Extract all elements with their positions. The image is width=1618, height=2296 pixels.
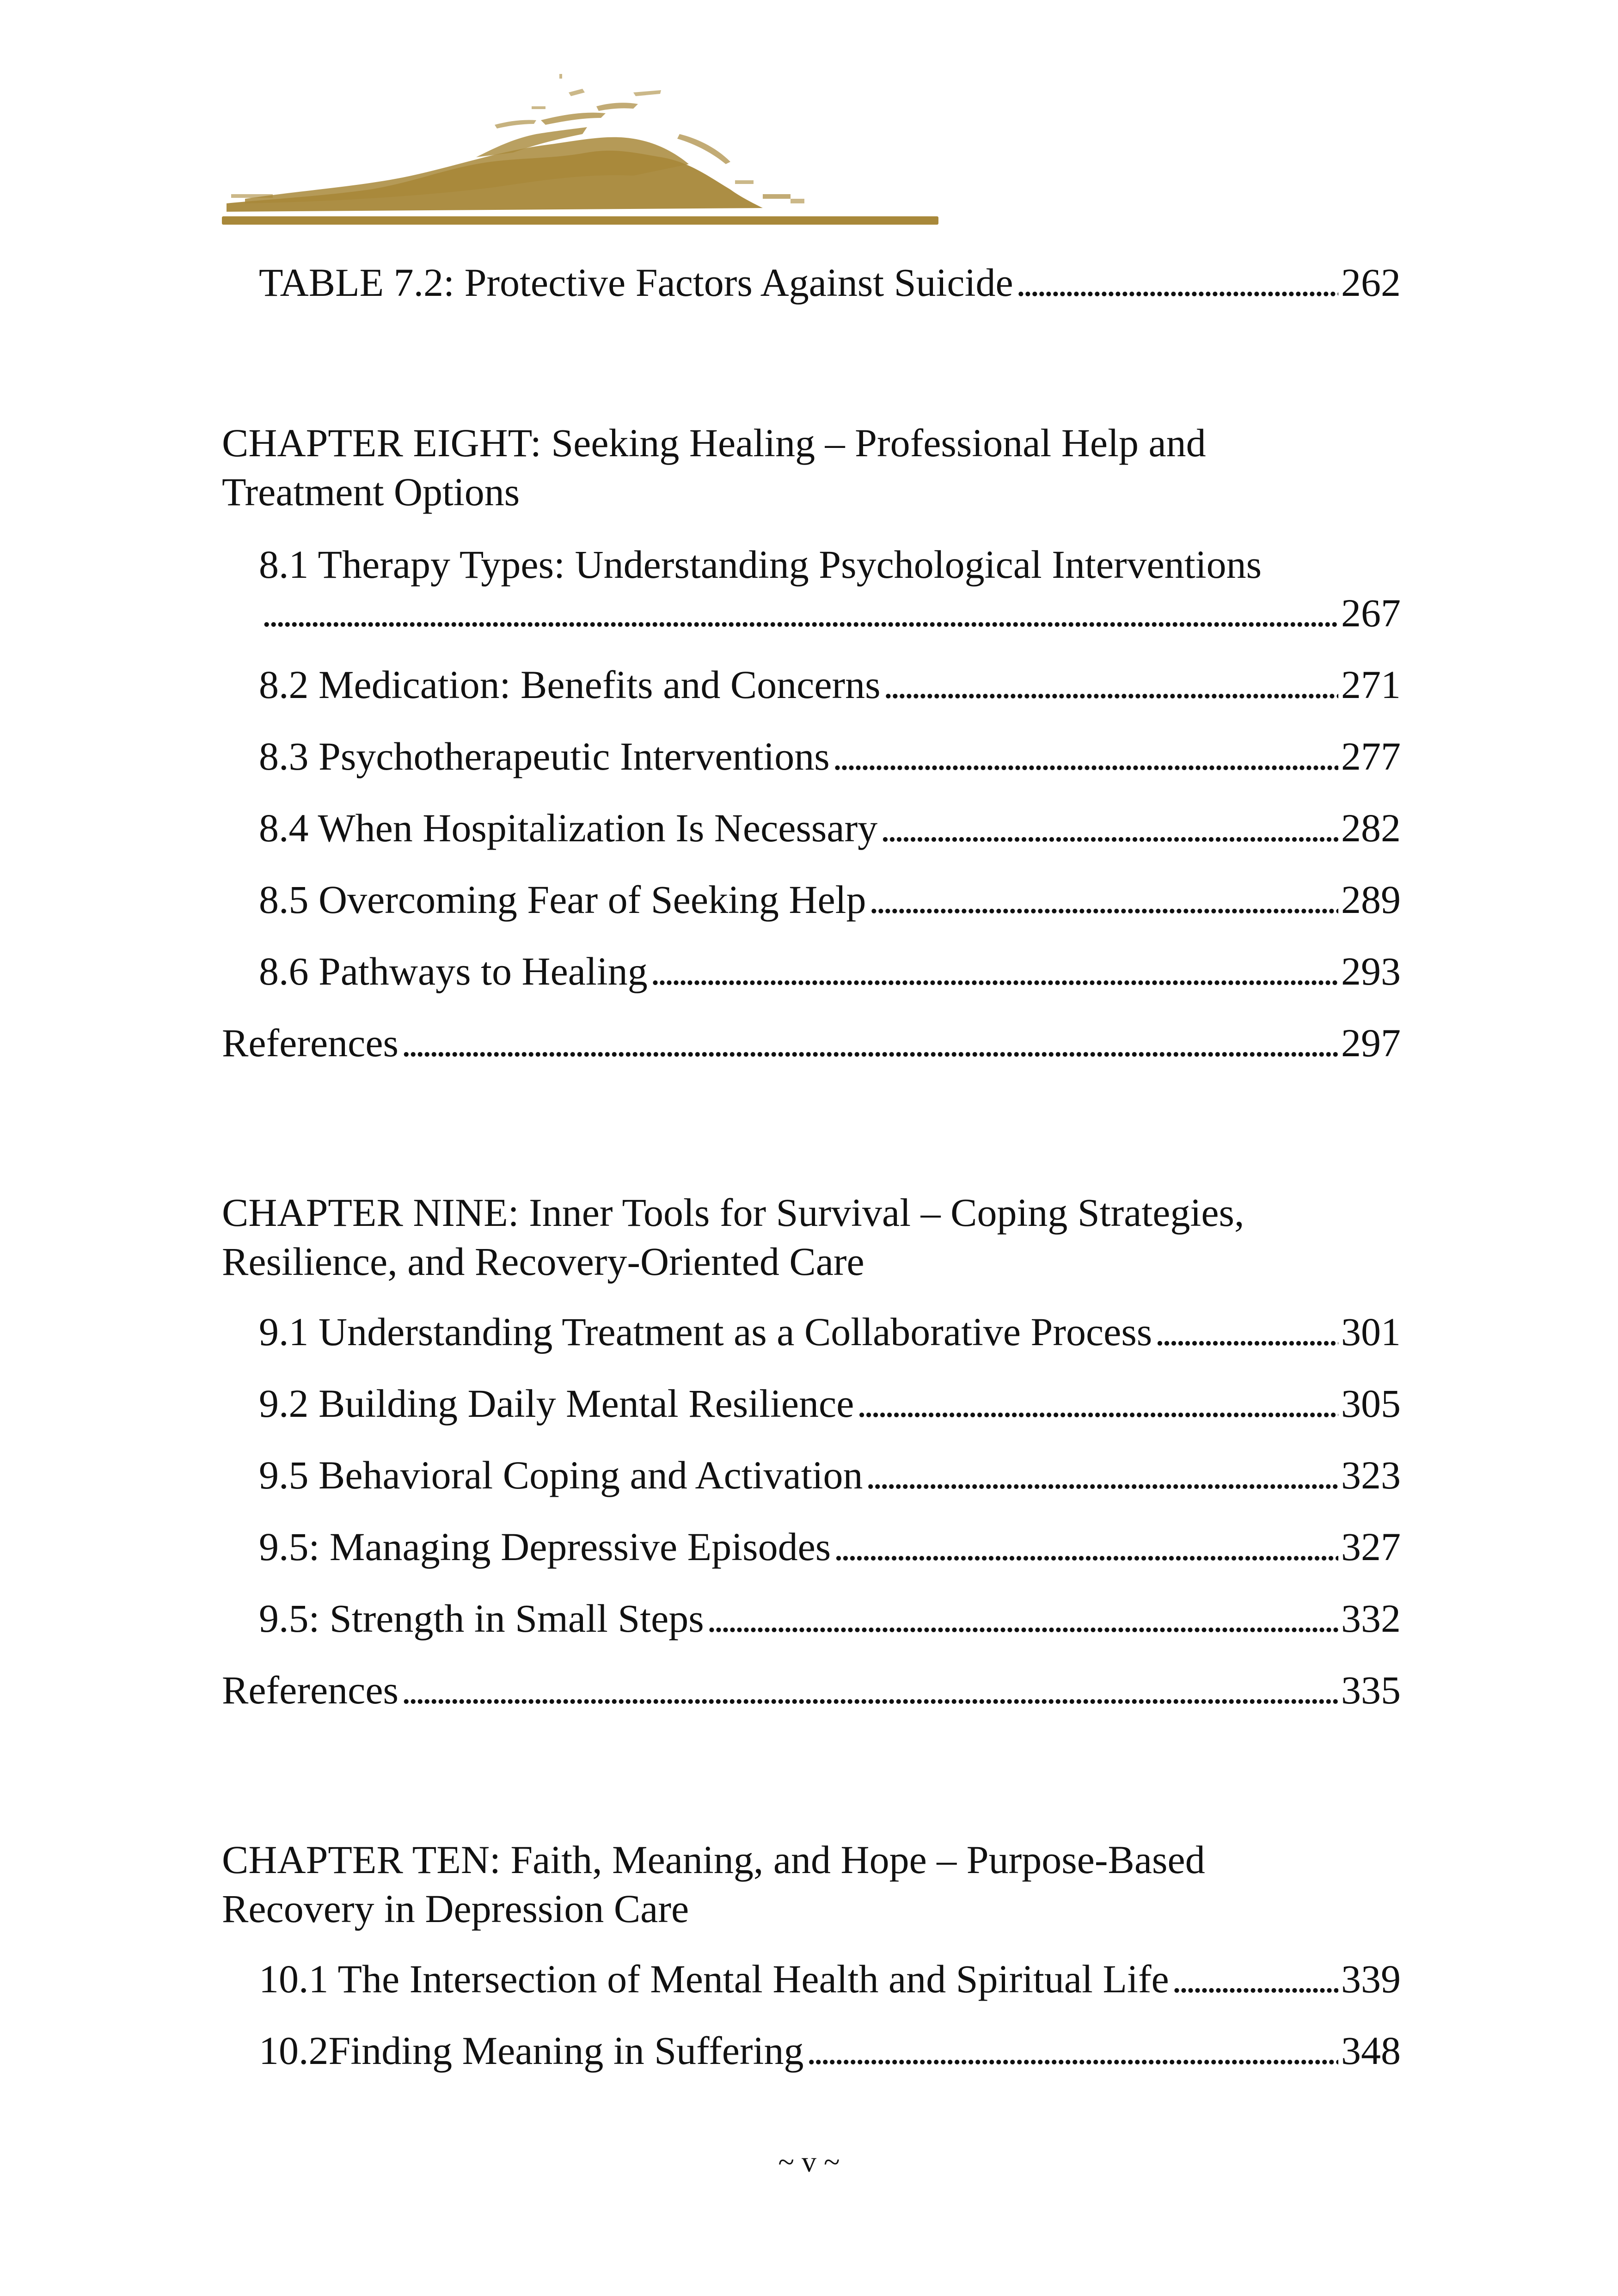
- leader-dots: [833, 733, 1338, 780]
- toc-entry-page: 335: [1341, 1668, 1401, 1712]
- leader-dots: [880, 804, 1338, 852]
- toc-entry-9-5c[interactable]: [259, 1595, 1401, 1642]
- toc-entry-page: 305: [1341, 1381, 1401, 1426]
- toc-entry-title: 9.1 Understanding Treatment as a Collaborative Process: [259, 1310, 1152, 1354]
- toc-entry-title: 8.2 Medication: Benefits and Concerns: [259, 662, 881, 707]
- toc-entry-8-2[interactable]: [259, 661, 1401, 709]
- leader-dots: [262, 589, 1338, 637]
- toc-entry-table-7-2[interactable]: [259, 259, 1401, 306]
- chapter-heading-line: Resilience, and Recovery-Oriented Care: [222, 1239, 864, 1284]
- toc-entry-9-5a[interactable]: [259, 1451, 1401, 1499]
- chapter-ten-heading[interactable]: [222, 1835, 1401, 1933]
- toc-entry-10-2[interactable]: [259, 2027, 1401, 2075]
- chapter-nine-heading[interactable]: [222, 1188, 1401, 1286]
- toc-entry-page: 293: [1341, 949, 1401, 993]
- toc-entry-page: 297: [1341, 1021, 1401, 1065]
- toc-entry-8-1-title: 8.1 Therapy Types: Understanding Psychological Interventions: [259, 542, 1262, 587]
- toc-entry-title: References: [222, 1021, 398, 1065]
- leader-dots: [1172, 1955, 1338, 2003]
- toc-entry-title: 8.5 Overcoming Fear of Seeking Help: [259, 877, 866, 922]
- toc-entry-page: 339: [1341, 1957, 1401, 2001]
- toc-entry-10-1[interactable]: [259, 1955, 1401, 2003]
- toc-entry-title: 10.1 The Intersection of Mental Health and Spiritual Life: [259, 1957, 1169, 2001]
- toc-entry-references-ch9[interactable]: [222, 1666, 1401, 1714]
- leader-dots: [869, 876, 1338, 924]
- toc-entry-title: TABLE 7.2: Protective Factors Against Suicide: [259, 260, 1013, 305]
- leader-dots: [1016, 259, 1338, 306]
- chapter-heading-line: CHAPTER EIGHT: Seeking Healing – Professional Help and: [222, 421, 1206, 465]
- toc-entry-page: 267: [1341, 591, 1401, 635]
- toc-entry-page: 262: [1341, 260, 1401, 305]
- toc-entry-page: 332: [1341, 1596, 1401, 1641]
- toc-entry-references-ch8[interactable]: [222, 1019, 1401, 1067]
- toc-entry-title: 10.2Finding Meaning in Suffering: [259, 2028, 804, 2073]
- toc-entry-title: 9.5: Strength in Small Steps: [259, 1596, 704, 1641]
- toc-entry-title: 9.5 Behavioral Coping and Activation: [259, 1453, 863, 1497]
- toc-entry-page: 282: [1341, 806, 1401, 850]
- toc-entry-9-1[interactable]: [259, 1308, 1401, 1356]
- leader-dots: [834, 1523, 1338, 1571]
- chapter-heading-line: Recovery in Depression Care: [222, 1886, 689, 1931]
- toc-entry-8-4[interactable]: [259, 804, 1401, 852]
- toc-entry-8-1[interactable]: [259, 589, 1401, 637]
- toc-entry-title: 8.4 When Hospitalization Is Necessary: [259, 806, 878, 850]
- leader-dots: [857, 1380, 1338, 1427]
- leader-dots: [806, 2027, 1338, 2075]
- toc-entry-page: 301: [1341, 1310, 1401, 1354]
- leader-dots: [1155, 1308, 1338, 1356]
- chapter-heading-line: CHAPTER NINE: Inner Tools for Survival – Coping Strategies,: [222, 1190, 1244, 1235]
- chapter-heading-line: CHAPTER TEN: Faith, Meaning, and Hope – Purpose-Based: [222, 1837, 1205, 1882]
- toc-entry-page: 323: [1341, 1453, 1401, 1497]
- toc-entry-page: 271: [1341, 662, 1401, 707]
- toc-entry-8-6[interactable]: [259, 948, 1401, 995]
- toc-entry-title: 9.5: Managing Depressive Episodes: [259, 1525, 831, 1569]
- toc-entry-8-3[interactable]: [259, 733, 1401, 780]
- toc-entry-9-5b[interactable]: [259, 1523, 1401, 1571]
- leader-dots: [707, 1595, 1338, 1642]
- page-number-footer: ~ v ~: [778, 2145, 840, 2178]
- toc-entry-title: 8.3 Psychotherapeutic Interventions: [259, 734, 830, 778]
- leader-dots: [866, 1451, 1338, 1499]
- toc-entry-title: References: [222, 1668, 398, 1712]
- toc-entry-9-2[interactable]: [259, 1380, 1401, 1427]
- toc-entry-title: 8.6 Pathways to Healing: [259, 949, 648, 993]
- leader-dots: [401, 1666, 1338, 1714]
- leader-dots: [883, 661, 1338, 709]
- leader-dots: [401, 1019, 1338, 1067]
- toc-entry-8-5[interactable]: [259, 876, 1401, 924]
- toc-entry-page: 348: [1341, 2028, 1401, 2073]
- chapter-heading-line: Treatment Options: [222, 470, 520, 514]
- toc-entry-page: 327: [1341, 1525, 1401, 1569]
- leader-dots: [650, 948, 1338, 995]
- toc-entry-page: 289: [1341, 877, 1401, 922]
- toc-entry-page: 277: [1341, 734, 1401, 778]
- chapter-eight-heading[interactable]: [222, 418, 1401, 516]
- toc-entry-title: 9.2 Building Daily Mental Resilience: [259, 1381, 854, 1426]
